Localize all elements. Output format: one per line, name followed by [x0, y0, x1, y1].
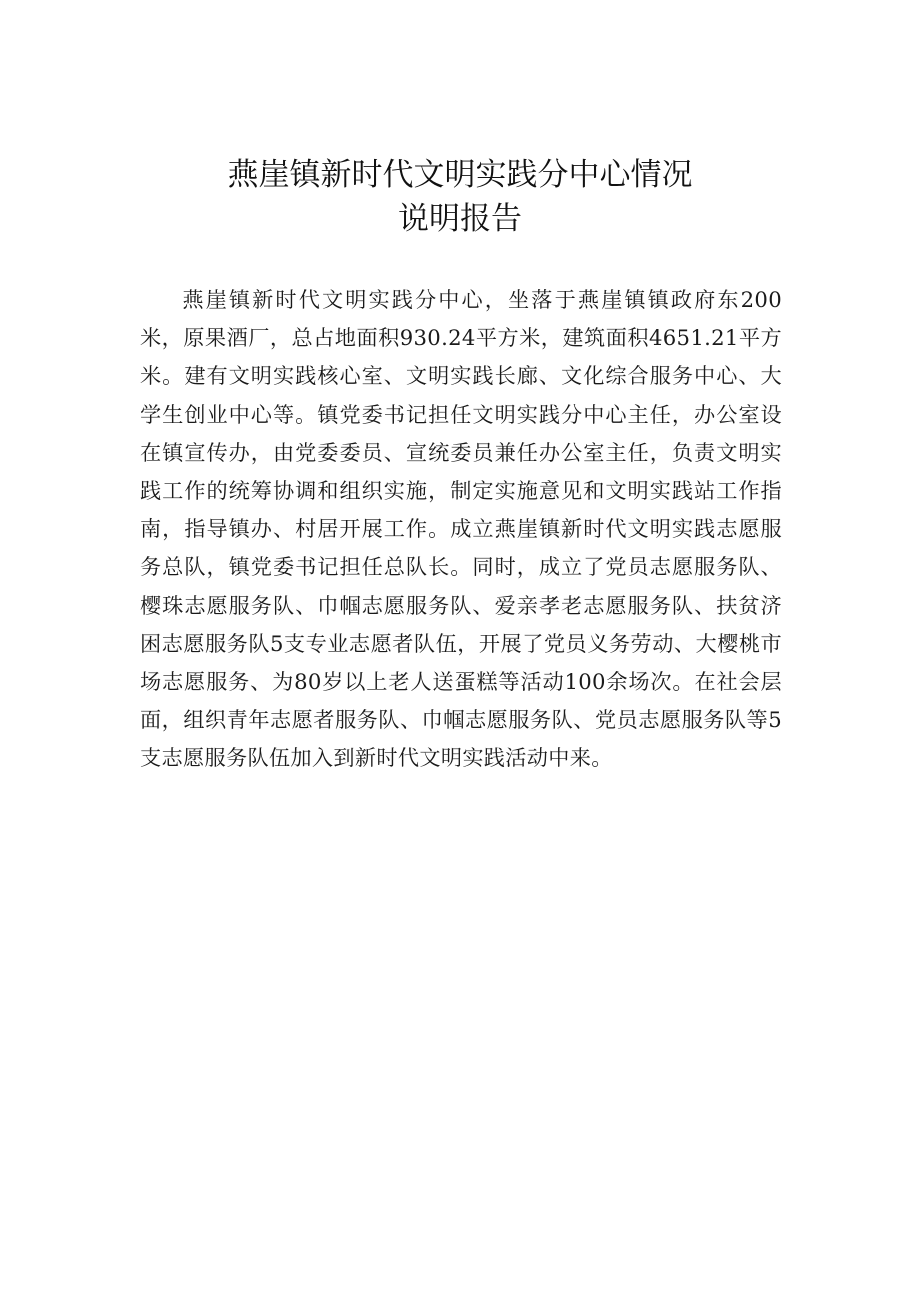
document-title-line1: 燕崖镇新时代文明实践分中心情况 [227, 157, 693, 193]
document-title-line2: 说明报告 [398, 201, 522, 237]
body-paragraph: 燕崖镇新时代文明实践分中心，坐落于燕崖镇镇政府东200米，原果酒厂，总占地面积930.24平方米，建筑面积4651.21平方米。建有文明实践核心室、文明实践长廊、文化综合服务中心、大学生创业中心等。镇党委书记担任文明实践分中心主任，办公室设在镇宣传办，由党委委员、宣统委员兼任办公室主任，负责文明实践工作的统筹协调和组织实施，制定实施意见和文明实践站工作指南，指导镇办、村居开展工作。成立燕崖镇新时代文明实践志愿服务总队，镇党委书记担任总队长。同时，成立了党员志愿服务队、樱珠志愿服务队、巾帼志愿服务队、爱亲孝老志愿服务队、扶贫济困志愿服务队5支专业志愿者队伍，开展了党员义务劳动、大樱桃市场志愿服务、为80岁以上老人送蛋糕等活动100余场次。在社会层面，组织青年志愿者服务队、巾帼志愿服务队、党员志愿服务队等5支志愿服务队伍加入到新时代文明实践活动中来。 [140, 287, 782, 771]
